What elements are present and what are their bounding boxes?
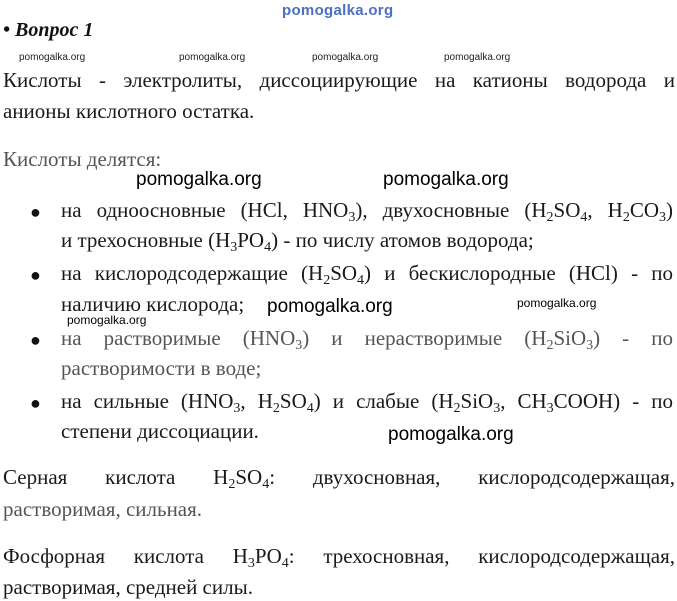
watermark-small: pomogalka.org [444,52,511,63]
bullet-3-line-1: на растворимые $(HNO_3)$ и нерастворимые $(H_2SiO_3)$ - по [61,326,673,353]
watermark: pomogalka.org [383,169,509,190]
bullet-3-line-2: растворимости в воде; [61,356,262,380]
watermark-top: pomogalka.org [282,2,394,19]
bullet-4-line-1: на сильные ($HNO_3$, $H_2SO_4$) и слабые ($H_2SiO_3$, $CH_3COOH$) - по [61,389,673,416]
watermark: pomogalka.org [267,296,393,317]
watermark: pomogalka.org [136,169,262,190]
bullet-dot: ● [30,265,41,285]
bullet-1-line-2: и трехосновные $(H_3PO_4)$ - по числу атомов водорода; [61,228,534,255]
classification-title: Кислоты делятся: [3,147,162,171]
watermark: pomogalka.org [517,296,597,310]
phosphoric-line-2: растворимая, средней силы. [3,575,253,599]
watermark: pomogalka.org [67,313,147,327]
watermark-small: pomogalka.org [179,52,246,63]
bullet-4-line-2: степени диссоциации. [61,419,259,443]
watermark: pomogalka.org [388,424,514,445]
watermark-small: pomogalka.org [312,52,379,63]
bullet-2-line-1: на кислородсодержащие $(H_2SO_4)$ и бескислородные (HCl) - по [61,261,673,288]
intro-line-1: Кислоты - электролиты, диссоциирующие на катионы водорода и [3,68,675,92]
bullet-2-line-2: наличию кислорода; [61,292,245,316]
question-heading: • Вопрос 1 [3,19,94,41]
bullet-1-line-1: на одноосновные (HCl, $HNO_3$), двухосновные ($H_2SO_4$, $H_2CO_3$) [61,198,674,225]
watermark-small: pomogalka.org [19,52,86,63]
bullet-dot: ● [30,202,41,222]
intro-line-2: анионы кислотного остатка. [3,99,255,123]
phosphoric-line-1: Фосфорная кислота $H_3PO_4$: трехосновная, кислородсодержащая, [3,544,675,571]
bullet-dot: ● [30,330,41,350]
sulfuric-line-1: Серная кислота $H_2SO_4$: двухосновная, кислородсодержащая, [3,465,676,492]
sulfuric-line-2: растворимая, сильная. [3,497,203,521]
bullet-dot: ● [30,393,41,413]
